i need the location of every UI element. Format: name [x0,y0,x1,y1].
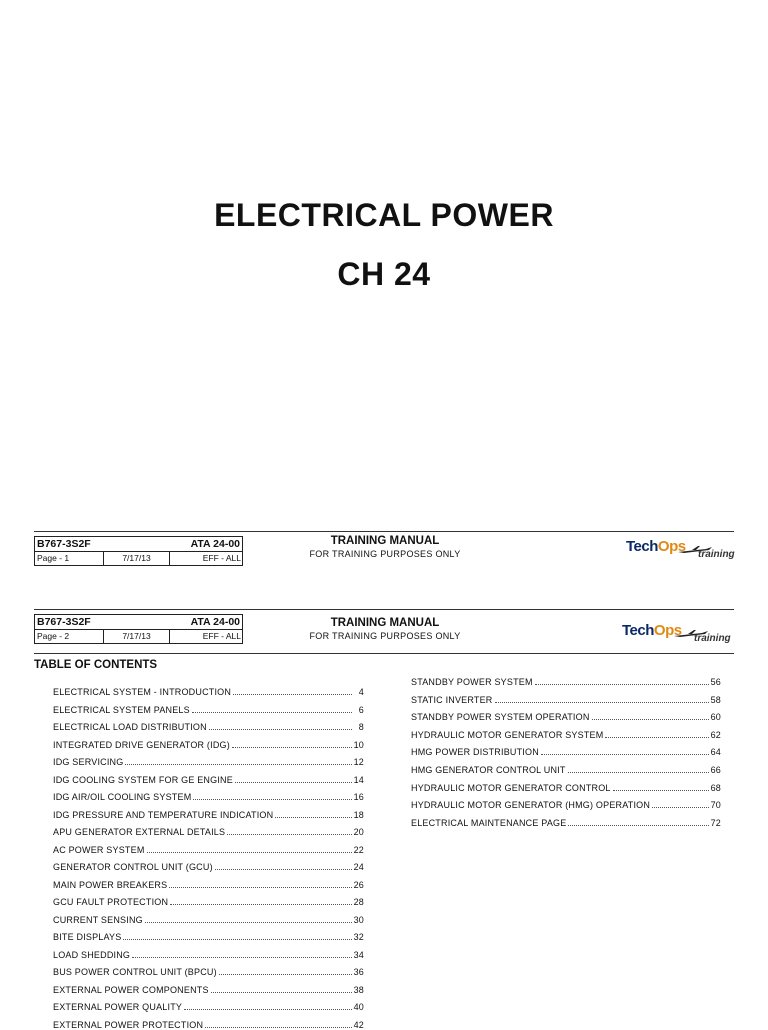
page-number: Page - 2 [37,631,70,641]
header-divider [34,531,734,532]
toc-leader-dots [233,688,352,695]
toc-entry-page: 10 [353,739,364,750]
toc-entry-page: 58 [710,694,721,705]
ata-code: ATA 24-00 [190,538,240,550]
toc-entry-page: 64 [710,747,721,758]
manual-title: TRAINING MANUAL [330,617,440,629]
revision-date: 7/17/13 [103,552,169,565]
toc-entry[interactable] [53,1002,364,1012]
toc-entry[interactable] [53,687,364,697]
toc-leader-dots [145,916,352,923]
toc-entry-label: EXTERNAL POWER PROTECTION [53,1019,204,1030]
toc-leader-dots [192,706,352,713]
toc-entry-page: 36 [353,967,364,977]
header-info-box [34,614,243,644]
effectivity: EFF - ALL [169,630,242,643]
manual-subtitle: FOR TRAINING PURPOSES ONLY [309,631,461,641]
toc-entry-label: HMG POWER DISTRIBUTION [411,747,539,758]
toc-entry-page: 40 [353,1002,364,1012]
toc-leader-dots [205,1021,351,1028]
toc-leader-dots [125,758,351,765]
toc-entry[interactable] [411,747,721,757]
toc-leader-dots [235,776,352,783]
toc-entry-page: 22 [353,844,364,855]
toc-entry[interactable] [53,967,364,977]
toc-entry[interactable] [411,695,721,705]
toc-title: TABLE OF CONTENTS [34,659,158,671]
toc-entry-label: ELECTRICAL LOAD DISTRIBUTION [53,722,207,732]
toc-entry-page: 66 [710,765,721,775]
toc-entry-label: INTEGRATED DRIVE GENERATOR (IDG) [53,739,230,750]
toc-leader-dots [535,678,709,685]
toc-leader-dots [219,968,352,975]
toc-entry[interactable] [53,827,364,837]
toc-entry-label: ELECTRICAL MAINTENANCE PAGE [411,817,567,828]
toc-entry-label: ELECTRICAL SYSTEM - INTRODUCTION [53,687,232,697]
toc-entry-label: MAIN POWER BREAKERS [53,879,168,890]
toc-leader-dots [184,1003,351,1010]
toc-entry-page: 70 [710,800,721,811]
toc-entry[interactable] [53,757,364,767]
header-info-box [34,536,243,566]
toc-entry-label: IDG PRESSURE AND TEMPERATURE INDICATION [53,809,274,820]
toc-entry-page: 12 [353,757,364,767]
toc-entry-label: STANDBY POWER SYSTEM [411,677,533,687]
toc-entry[interactable] [53,897,364,907]
toc-leader-dots [215,863,352,870]
toc-entry[interactable] [53,950,364,960]
toc-entry[interactable] [53,862,364,872]
toc-entry[interactable] [53,915,364,925]
cover-chapter: CH 24 [337,256,431,292]
aircraft-model: B767-3S2F [37,538,91,550]
manual-heading [290,617,480,641]
revision-date: 7/17/13 [103,630,169,643]
toc-entry-page: 20 [353,827,364,837]
toc-entry-label: GENERATOR CONTROL UNIT (GCU) [53,862,213,872]
logo-ops-text: Ops [657,538,686,555]
logo-tech-text: Tech [622,622,654,639]
toc-entry-label: IDG COOLING SYSTEM FOR GE ENGINE [53,774,233,785]
toc-leader-dots [652,801,709,808]
toc-entry-page: 60 [710,712,721,723]
toc-entry-page: 42 [353,1019,364,1030]
toc-entry-page: 68 [710,782,721,793]
logo-training-text: training [694,633,731,644]
toc-entry-label: CURRENT SENSING [53,914,143,925]
header-divider [34,653,734,654]
toc-entry-page: 72 [710,817,721,828]
toc-entry[interactable] [53,775,364,785]
toc-entry-page: 8 [358,722,364,732]
header-divider [34,609,734,610]
toc-entry[interactable] [53,845,364,855]
manual-heading [290,535,480,559]
toc-entry-page: 26 [353,879,364,890]
toc-entry[interactable] [53,810,364,820]
toc-entry[interactable] [411,818,721,828]
toc-entry-page: 62 [710,729,721,740]
toc-entry-page: 56 [710,677,721,687]
toc-entry-label: LOAD SHEDDING [53,949,131,960]
logo-ops-text: Ops [653,622,682,639]
toc-entry-label: HYDRAULIC MOTOR GENERATOR SYSTEM [411,729,604,740]
ata-code: ATA 24-00 [190,616,240,628]
toc-entry-page: 18 [353,809,364,820]
toc-entry-label: APU GENERATOR EXTERNAL DETAILS [53,827,226,837]
cover-title: ELECTRICAL POWER [214,197,554,233]
toc-entry[interactable] [53,792,364,802]
techops-logo [626,538,741,564]
toc-entry[interactable] [53,985,364,995]
toc-entry[interactable] [53,880,364,890]
toc-entry[interactable] [411,783,721,793]
toc-entry-label: HMG GENERATOR CONTROL UNIT [411,765,566,775]
toc-entry[interactable] [411,730,721,740]
toc-entry[interactable] [53,722,364,732]
toc-leader-dots [227,828,351,835]
manual-subtitle: FOR TRAINING PURPOSES ONLY [309,549,461,559]
toc-entry-page: 14 [353,774,364,785]
toc-entry[interactable] [53,932,364,942]
toc-entry-label: EXTERNAL POWER QUALITY [53,1002,183,1012]
toc-leader-dots [275,811,351,818]
toc-leader-dots [541,748,709,755]
toc-leader-dots [169,881,351,888]
toc-leader-dots [193,793,351,800]
toc-entry-page: 16 [353,792,364,802]
toc-entry-label: HYDRAULIC MOTOR GENERATOR CONTROL [411,782,611,793]
toc-leader-dots [232,741,352,748]
toc-entry[interactable] [53,705,364,715]
toc-leader-dots [147,846,352,853]
toc-entry[interactable] [53,1020,364,1030]
toc-leader-dots [495,696,709,703]
toc-entry-label: AC POWER SYSTEM [53,844,145,855]
toc-entry-label: EXTERNAL POWER COMPONENTS [53,984,209,995]
toc-entry[interactable] [411,800,721,810]
manual-title: TRAINING MANUAL [330,535,440,547]
toc-entry-label: STANDBY POWER SYSTEM OPERATION [411,712,590,723]
toc-entry[interactable] [411,677,721,687]
toc-entry-page: 6 [358,704,364,715]
toc-entry-page: 28 [353,897,364,907]
toc-leader-dots [613,784,709,791]
toc-leader-dots [209,723,352,730]
toc-entry-label: BUS POWER CONTROL UNIT (BPCU) [53,967,217,977]
toc-entry-page: 34 [353,949,364,960]
toc-entry[interactable] [411,765,721,775]
toc-leader-dots [568,819,708,826]
aircraft-model: B767-3S2F [37,616,91,628]
toc-entry-page: 24 [353,862,364,872]
toc-entry-page: 32 [353,932,364,942]
toc-entry-page: 4 [358,687,364,697]
toc-leader-dots [568,766,709,773]
toc-leader-dots [211,986,352,993]
toc-entry-label: HYDRAULIC MOTOR GENERATOR (HMG) OPERATION [411,800,651,811]
toc-leader-dots [605,731,708,738]
toc-leader-dots [132,951,351,958]
toc-entry-label: GCU FAULT PROTECTION [53,897,169,907]
toc-entry-page: 38 [353,984,364,995]
toc-entry[interactable] [53,740,364,750]
effectivity: EFF - ALL [169,552,242,565]
logo-tech-text: Tech [626,538,658,555]
toc-entry-page: 30 [353,914,364,925]
toc-entry-label: BITE DISPLAYS [53,932,122,942]
toc-entry[interactable] [411,712,721,722]
techops-logo [622,622,737,648]
logo-training-text: training [698,549,735,560]
page-number: Page - 1 [37,553,70,563]
toc-leader-dots [592,713,709,720]
toc-entry-label: IDG SERVICING [53,757,124,767]
toc-leader-dots [170,898,351,905]
toc-leader-dots [123,933,351,940]
toc-entry-label: ELECTRICAL SYSTEM PANELS [53,704,190,715]
toc-entry-label: STATIC INVERTER [411,694,493,705]
toc-entry-label: IDG AIR/OIL COOLING SYSTEM [53,792,192,802]
